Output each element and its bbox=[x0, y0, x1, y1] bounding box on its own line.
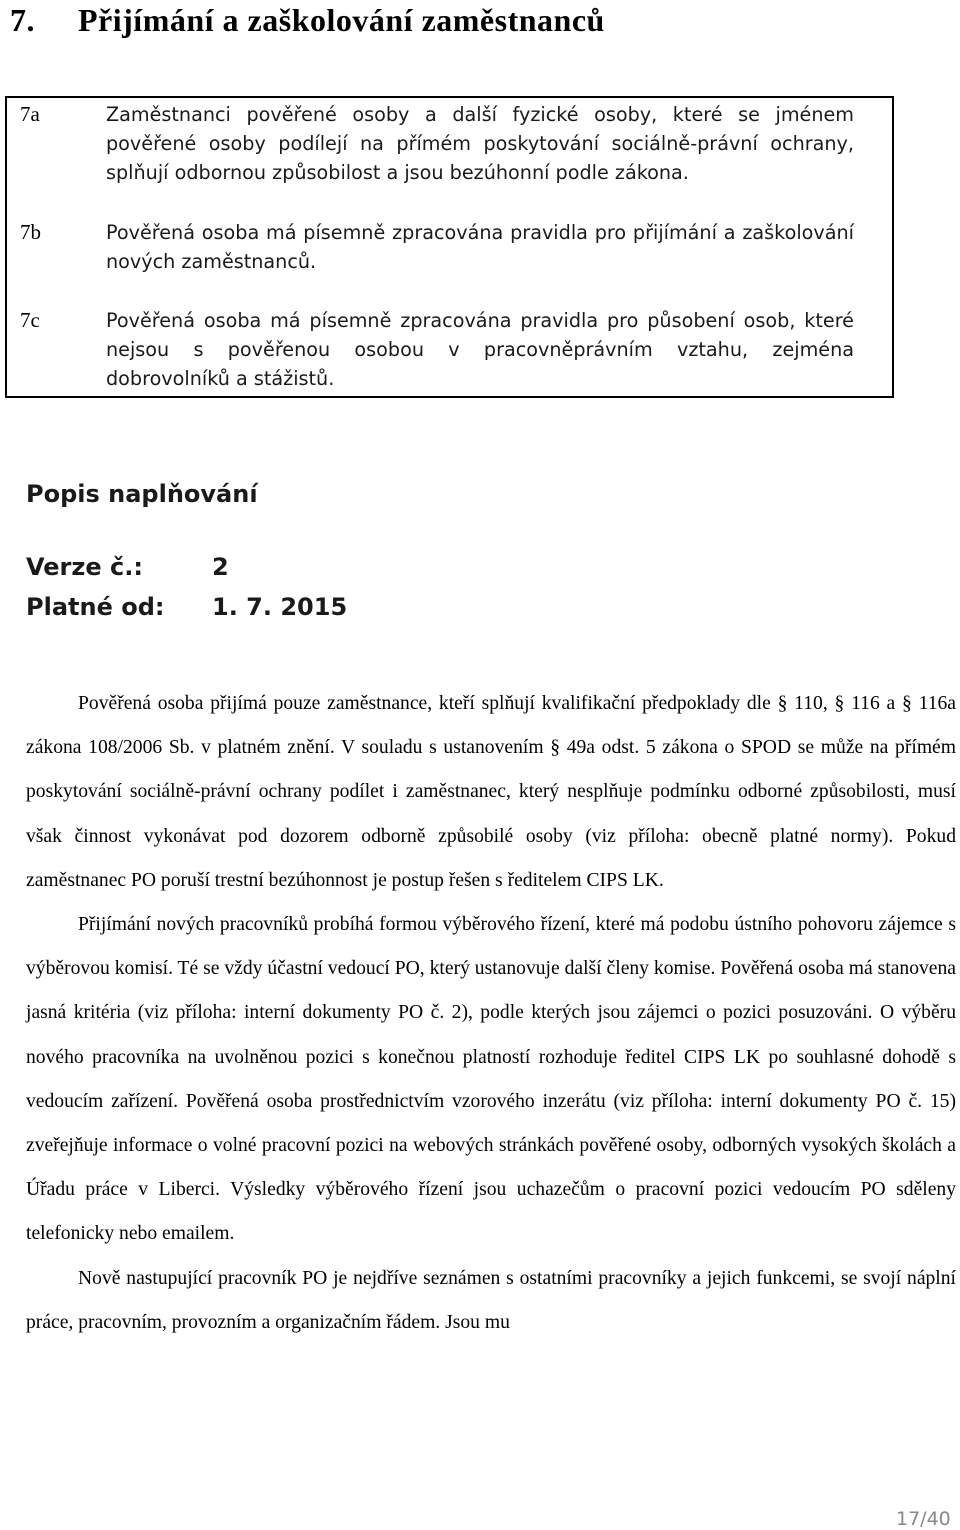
paragraph: Nově nastupující pracovník PO je nejdříve seznámen s ostatními pracovníky a jejich funkcemi, se svojí náplní práce, pracovním, provozním a organizačním řádem. Jsou mu bbox=[26, 1267, 956, 1333]
version-row bbox=[26, 553, 229, 581]
section-number: 7. bbox=[10, 2, 35, 38]
paragraph: Pověřená osoba přijímá pouze zaměstnance, kteří splňují kvalifikační předpoklady dle § 110, § 116 a § 116a zákona 108/2006 Sb. v platném znění. V souladu s ustanovením § 49a odst. 5 zákona o SPOD se může na přímém poskytování sociálně-právní ochrany podílet i zaměstnanec, který nesplňuje podmínku odborné způsobilosti, musí však činnost vykonávat pod dozorem odborně způsobilé osoby (viz příloha: obecně platné normy). Pokud zaměstnanec PO poruší trestní bezúhonnost je postup řešen s ředitelem CIPS LK. bbox=[26, 693, 956, 891]
version-value: 2 bbox=[212, 553, 229, 581]
requirement-id: 7a bbox=[20, 102, 40, 126]
requirement-id: 7b bbox=[20, 220, 41, 244]
valid-from-row bbox=[26, 593, 348, 621]
page-number: 17/40 bbox=[896, 1508, 951, 1530]
requirement-text: Pověřená osoba má písemně zpracována pravidla pro působení osob, které nejsou s pověřenou osobou v pracovněprávním vztahu, zejména dobrovolníků a stážistů. bbox=[106, 309, 854, 390]
section-title-text: Přijímání a zaškolování zaměstnanců bbox=[78, 2, 605, 38]
paragraph: Přijímání nových pracovníků probíhá formou výběrového řízení, které má podobu ústního pohovoru zájemce s výběrovou komisí. Té se vždy účastní vedoucí PO, který ustanovuje další členy komise. Pověřená osoba má stanovena jasná kritéria (viz příloha: interní dokumenty PO č. 2), podle kterých jsou zájemci o pozici posuzováni. O výběru nového pracovníka na uvolněnou pozici s konečnou platností rozhoduje ředitel CIPS LK po souhlasné dohodě s vedoucím zařízení. Pověřená osoba prostřednictvím vzorového inzerátu (viz příloha: interní dokumenty PO č. 15) zveřejňuje informace o volné pracovní pozici na webových stránkách pověřené osoby, odborných vysokých školách a Úřadu práce v Liberci. Výsledky výběrového řízení jsou uchazečům o pracovní pozici vedoucím PO sděleny telefonicky nebo emailem. bbox=[26, 914, 956, 1245]
requirement-id: 7c bbox=[20, 308, 40, 332]
description-heading: Popis naplňování bbox=[26, 480, 258, 508]
requirement-text: Zaměstnanci pověřené osoby a další fyzické osoby, které se jménem pověřené osoby podílejí na přímém poskytování sociálně-právní ochrany, splňují odbornou způsobilost a jsou bezúhonní podle zákona. bbox=[106, 103, 854, 184]
requirement-text: Pověřená osoba má písemně zpracována pravidla pro přijímání a zaškolování nových zaměstnanců. bbox=[106, 221, 854, 273]
valid-from-value: 1. 7. 2015 bbox=[212, 593, 348, 621]
section-title bbox=[10, 0, 605, 40]
valid-from-label: Platné od: bbox=[26, 593, 165, 621]
description-body bbox=[26, 682, 956, 1345]
requirements-box bbox=[5, 96, 894, 398]
version-label: Verze č.: bbox=[26, 553, 143, 581]
